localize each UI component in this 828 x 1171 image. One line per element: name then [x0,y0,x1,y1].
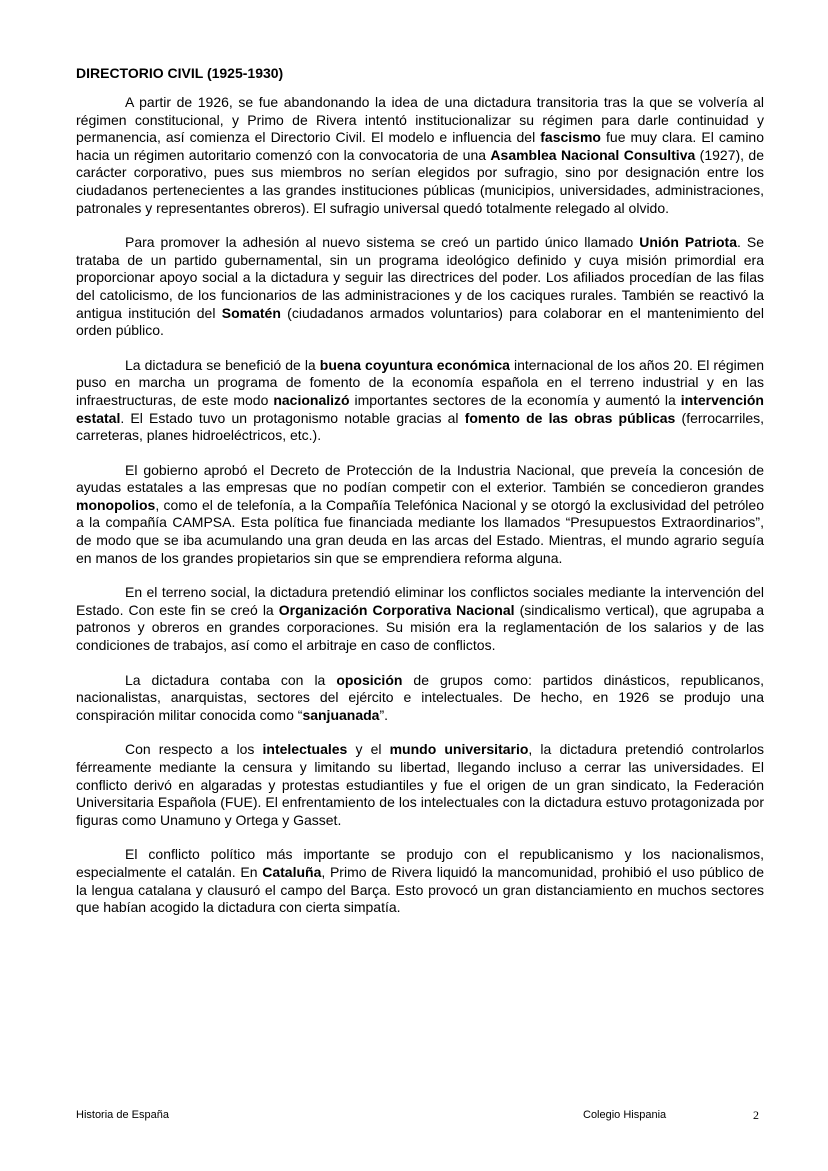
body-paragraph [76,357,764,445]
bold-term: Organización Corporativa Nacional [278,601,515,618]
text-run: fue muy clara. El camino hacia un régimen autoritario comenzó con la convocatoria de una [76,129,764,163]
bold-term: fascismo [540,129,601,146]
text-run: La dictadura se benefició de la [125,356,320,373]
text-run: , la dictadura pretendió controlarlos férreamente mediante la censura y limitando su libertad, llegando incluso a cerrar las universidades. El conflicto derivó en algaradas y protestas estudiantiles y fue el origen de un gran sindicato, la Federación Universitaria Española (FUE). El enfrentamiento de los intelectuales con la dictadura estuvo protagonizada por figuras como Unamuno y Ortega y Gasset. [76,741,765,828]
bold-term: fomento de las obras públicas [464,409,676,426]
footer-left-text: Historia de España [76,1109,169,1121]
footer-school-name: Colegio Hispania [583,1109,667,1121]
bold-term: Unión Patriota [639,234,738,251]
bold-term: sanjuanada [302,706,380,723]
body-paragraph [76,846,764,916]
document-body [76,64,764,934]
text-run: El gobierno aprobó el Decreto de Protección de la Industria Nacional, que preveía la concesión de ayudas estatales a las empresas que no podían competir con el exterior. También se concedieron grandes [76,461,764,496]
text-run: (1927), de carácter corporativo, pues sus miembros no serían elegidos por sufragio, sino por designación entre los ciudadanos pertenecientes a las grandes instituciones públicas (municipios, universidades, administraciones, patronales y representantes obreros). El sufragio universal quedó totalmente relegado al olvido. [76,146,765,216]
bold-term: Somatén [221,304,281,321]
body-paragraph [76,234,764,340]
body-paragraph [76,672,764,725]
text-run: En el terreno social, la dictadura pretendió eliminar los conflictos sociales mediante la intervención del Estado. Con este fin se creó la [76,584,764,618]
bold-term: mundo universitario [389,741,529,758]
text-run: Con respecto a los [125,741,263,758]
bold-term: intervención estatal [76,391,764,426]
bold-term: Cataluña [262,863,322,880]
text-run: ”. [379,706,389,723]
body-paragraph [76,741,764,829]
bold-term: oposición [336,671,403,688]
bold-term: nacionalizó [273,391,350,408]
body-paragraph [76,584,764,654]
text-run: A partir de 1926, se fue abandonando la idea de una dictadura transitoria tras la que se volvería al régimen constitucional, y Primo de Rivera intentó institucionalizar su régimen para darle continuidad y permanencia, así comienza el Directorio Civil. El modelo e influencia del [76,94,764,146]
text-run: El conflicto político más importante se produjo con el republicanismo y los nacionalismos, especialmente el catalán. En [76,846,764,880]
bold-term: Asamblea Nacional Consultiva [490,146,696,163]
bold-term: buena coyuntura económica [319,356,510,373]
text-run: , Primo de Rivera liquidó la mancomunidad, prohibió el uso público de la lengua catalana y clausuró el campo del Barça. Esto provocó un gran distanciamiento en muchos sectores que habían acogido la dictadura con cierta simpatía. [76,863,765,916]
paragraphs-container [76,94,764,917]
text-run: , como el de telefonía, a la Compañía Telefónica Nacional y se otorgó la exclusividad del petróleo a la compañía CAMPSA. Esta política fue financiada mediante los llamados “Presupuestos Extraordinarios”, de modo que se iba acumulando una gran deuda en las arcas del Estado. Mientras, el mundo agrario seguía en manos de los grandes propietarios sin que se emprendiera reforma alguna. [76,496,764,566]
bold-term: intelectuales [262,741,348,758]
body-paragraph [76,462,764,568]
text-run: . El Estado tuvo un protagonismo notable gracias al [120,409,465,426]
bold-term: monopolios [76,496,156,513]
text-run: de grupos como: partidos dinásticos, republicanos, nacionalistas, anarquistas, sectores del ejército e intelectuales. De hecho, en 1926 se produjo una conspiración militar conocida como “ [76,671,764,723]
text-run: internacional de los años 20. El régimen puso en marcha un programa de fomento de la economía española en el terreno industrial y en las infraestructuras, de este modo [76,356,764,408]
page-number: 2 [753,1108,759,1122]
text-run: La dictadura contaba con la [125,671,337,688]
text-run: (sindicalismo vertical), que agrupaba a patronos y obreros en grandes corporaciones. Su misión era la reglamentación de los salarios y de las condiciones de trabajos, así como el arbitraje en caso de conflictos. [76,601,764,654]
text-run: (ferrocarriles, carreteras, planes hidroeléctricos, etc.). [76,409,764,444]
section-title: DIRECTORIO CIVIL (1925-1930) [76,65,284,81]
text-run: y el [347,741,390,758]
text-run: importantes sectores de la economía y aumentó la [349,391,681,408]
body-paragraph [76,94,764,217]
text-run: . Se trataba de un partido gubernamental, sin un programa ideológico definido y cuya misión primordial era proporcionar apoyo social a la dictadura y seguir las directrices del poder. Los afiliados procedían de las filas del catolicismo, de los funcionarios de las administraciones y de los caciques rurales. También se reactivó la antigua institución del [76,234,765,321]
text-run: (ciudadanos armados voluntarios) para colaborar en el mantenimiento del orden público. [76,304,764,339]
text-run: Para promover la adhesión al nuevo sistema se creó un partido único llamado [125,234,640,251]
